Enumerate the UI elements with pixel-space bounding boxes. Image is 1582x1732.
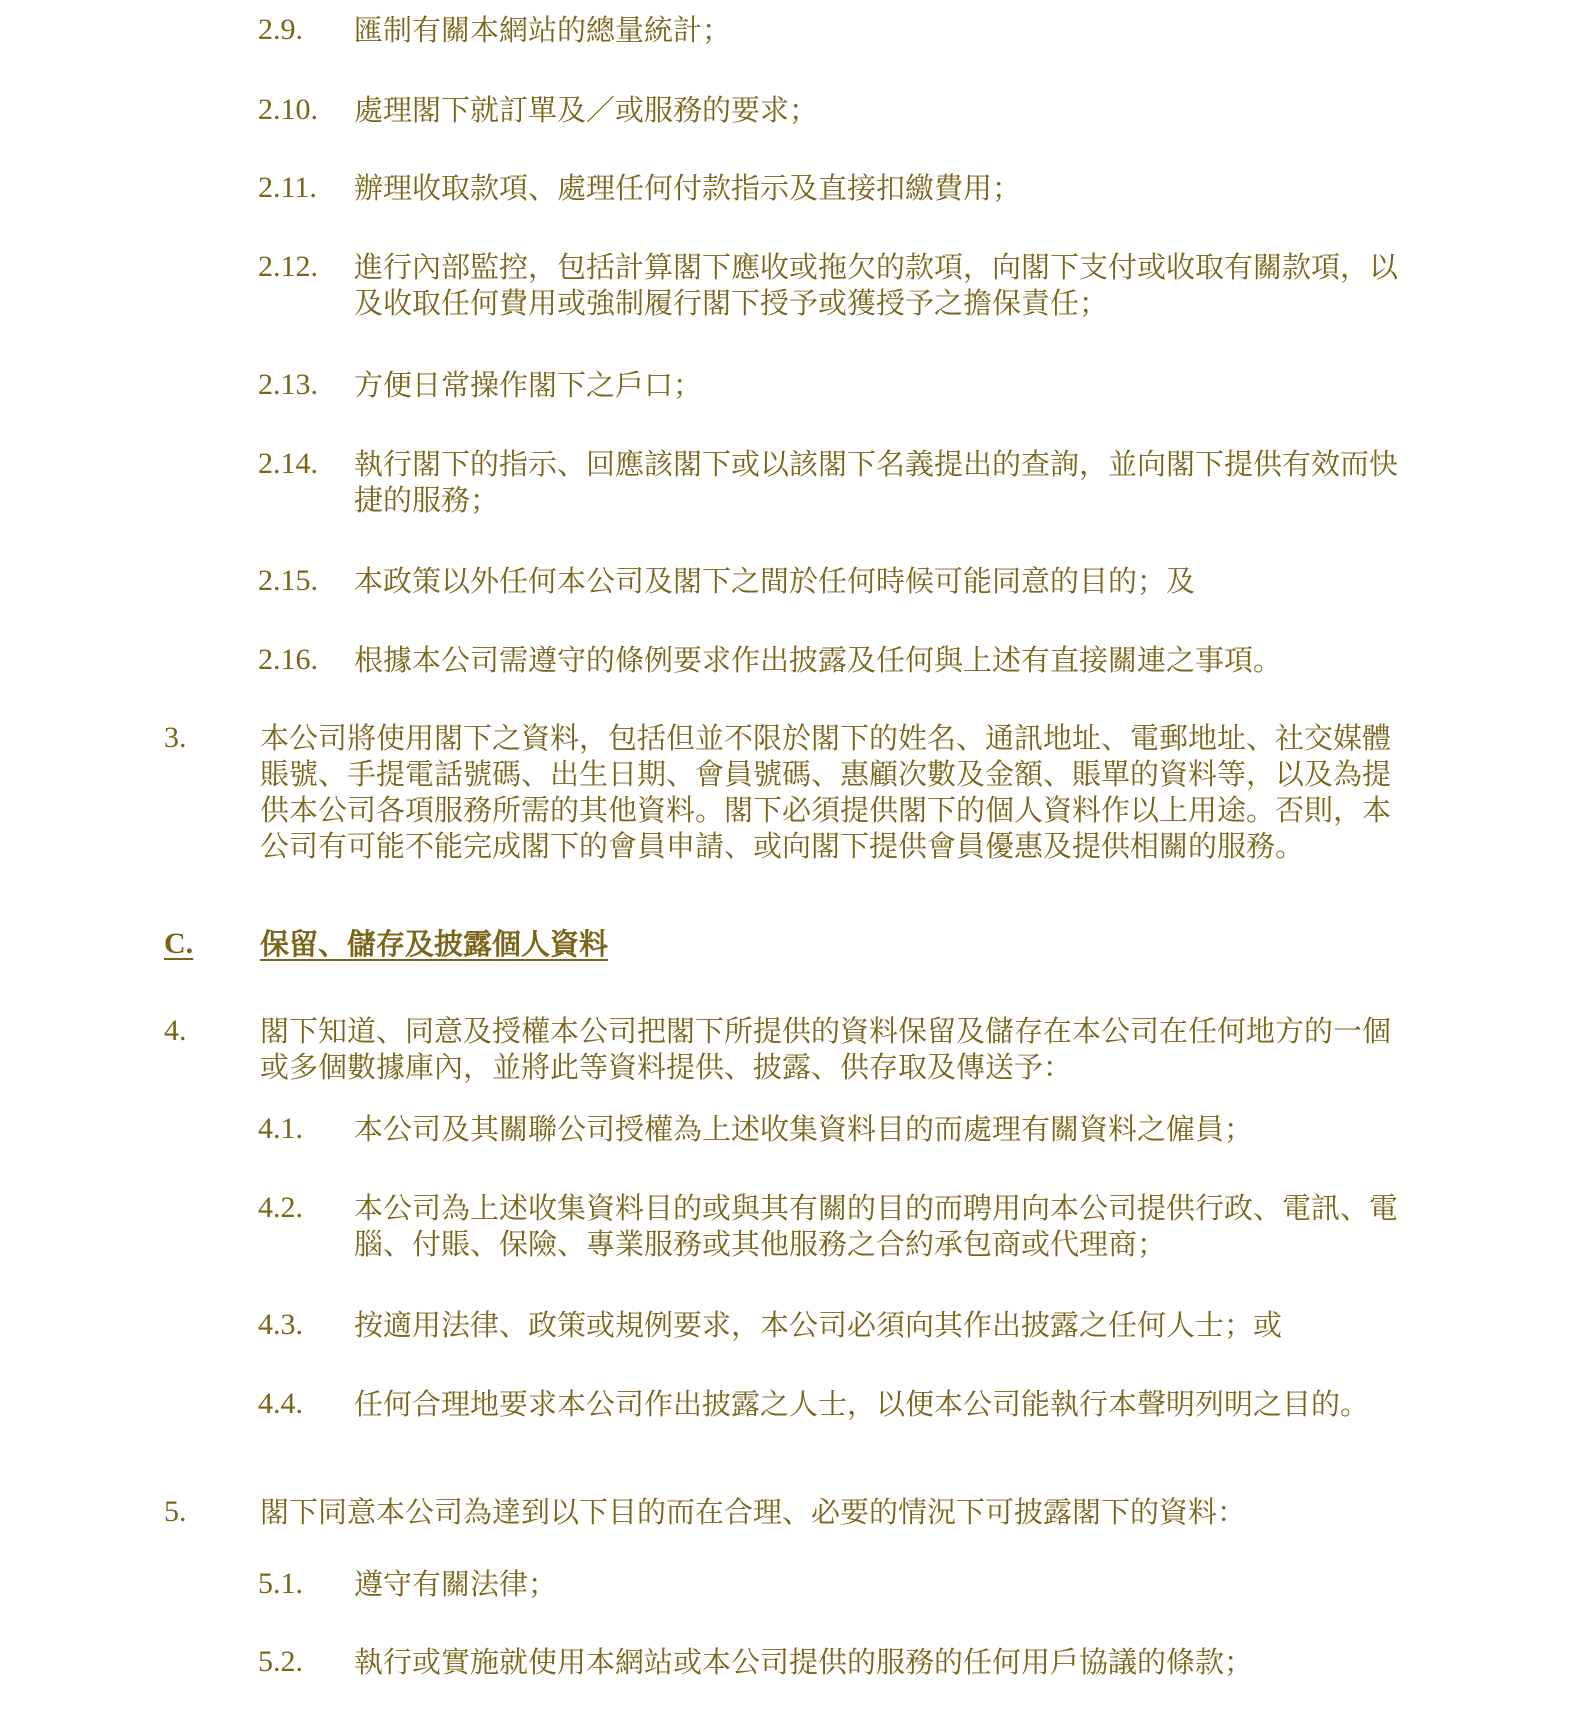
clause-number: 2.10.: [258, 93, 318, 126]
clause-number: 5.: [164, 1495, 187, 1528]
clause-2-12: [0, 249, 1400, 321]
clause-text: 執行閣下的指示、回應該閣下或以該閣下名義提出的查詢，並向閣下提供有效而快捷的服務；: [354, 447, 1399, 517]
clause-text: 方便日常操作閣下之戶口；: [354, 368, 703, 402]
clause-number: 5.1.: [258, 1567, 303, 1600]
clause-text: 遵守有關法律；: [354, 1567, 558, 1601]
clause-4-2: [0, 1190, 1400, 1262]
clause-text: 匯制有關本網站的總量統計；: [354, 13, 732, 47]
clause-4-1: [0, 1111, 1400, 1147]
clause-text: 根據本公司需遵守的條例要求作出披露及任何與上述有直接關連之事項。: [354, 643, 1283, 677]
clause-number: 4.4.: [258, 1387, 303, 1420]
clause-4: [0, 1013, 1400, 1085]
clause-text: 按適用法律、政策或規例要求，本公司必須向其作出披露之任何人士；或: [354, 1308, 1283, 1342]
clause-4-4: [0, 1386, 1400, 1422]
clause-number: 4.: [164, 1014, 187, 1047]
clause-3: [0, 720, 1400, 864]
clause-2-9: [0, 12, 1400, 48]
clause-text: 進行內部監控，包括計算閣下應收或拖欠的款項，向閣下支付或收取有關款項，以及收取任何費用或強制履行閣下授予或獲授予之擔保責任；: [354, 250, 1399, 320]
clause-2-13: [0, 367, 1400, 403]
clause-2-10: [0, 92, 1400, 128]
clause-text: 本政策以外任何本公司及閣下之間於任何時候可能同意的目的；及: [354, 564, 1196, 598]
clause-number: 2.12.: [258, 250, 318, 283]
clause-2-16: [0, 642, 1400, 678]
clause-2-14: [0, 446, 1400, 518]
section-heading-c: [164, 926, 608, 962]
clause-text: 執行或實施就使用本網站或本公司提供的服務的任何用戶協議的條款；: [354, 1645, 1254, 1679]
section-title: 保留、儲存及披露個人資料: [260, 927, 609, 961]
clause-number: 4.1.: [258, 1112, 303, 1145]
clause-number: 5.2.: [258, 1645, 303, 1678]
clause-text: 本公司為上述收集資料目的或與其有關的目的而聘用向本公司提供行政、電訊、電腦、付賬、保險、專業服務或其他服務之合約承包商或代理商；: [354, 1191, 1399, 1261]
clause-text: 閣下知道、同意及授權本公司把閣下所提供的資料保留及儲存在本公司在任何地方的一個或多個數據庫內，並將此等資料提供、披露、供存取及傳送予：: [260, 1014, 1392, 1084]
clause-number: 2.14.: [258, 447, 318, 480]
clause-text: 本公司將使用閣下之資料，包括但並不限於閣下的姓名、通訊地址、電郵地址、社交媒體賬號、手提電話號碼、出生日期、會員號碼、惠顧次數及金額、賬單的資料等，以及為提供本公司各項服務所需的其他資料。閣下必須提供閣下的個人資料作以上用途。否則，本公司有可能不能完成閣下的會員申請、或向閣下提供會員優惠及提供相關的服務。: [260, 721, 1392, 863]
clause-text: 處理閣下就訂單及／或服務的要求；: [354, 93, 819, 127]
clause-number: 4.3.: [258, 1308, 303, 1341]
clause-number: 2.15.: [258, 564, 318, 597]
clause-text: 閣下同意本公司為達到以下目的而在合理、必要的情況下可披露閣下的資料：: [260, 1495, 1247, 1529]
clause-number: 2.11.: [258, 171, 317, 204]
clause-number: 3.: [164, 721, 187, 754]
clause-number: 4.2.: [258, 1191, 303, 1224]
clause-text: 本公司及其關聯公司授權為上述收集資料目的而處理有關資料之僱員；: [354, 1112, 1254, 1146]
clause-text: 辦理收取款項、處理任何付款指示及直接扣繳費用；: [354, 171, 1022, 205]
clause-5: [0, 1494, 1400, 1530]
clause-number: 2.9.: [258, 13, 303, 46]
clause-number: 2.16.: [258, 643, 318, 676]
clause-2-15: [0, 563, 1400, 599]
clause-2-11: [0, 170, 1400, 206]
clause-text: 任何合理地要求本公司作出披露之人士，以便本公司能執行本聲明列明之目的。: [354, 1387, 1370, 1421]
section-letter: C.: [164, 927, 194, 960]
clause-5-2: [0, 1644, 1400, 1680]
clause-4-3: [0, 1307, 1400, 1343]
clause-5-1: [0, 1566, 1400, 1602]
clause-number: 2.13.: [258, 368, 318, 401]
